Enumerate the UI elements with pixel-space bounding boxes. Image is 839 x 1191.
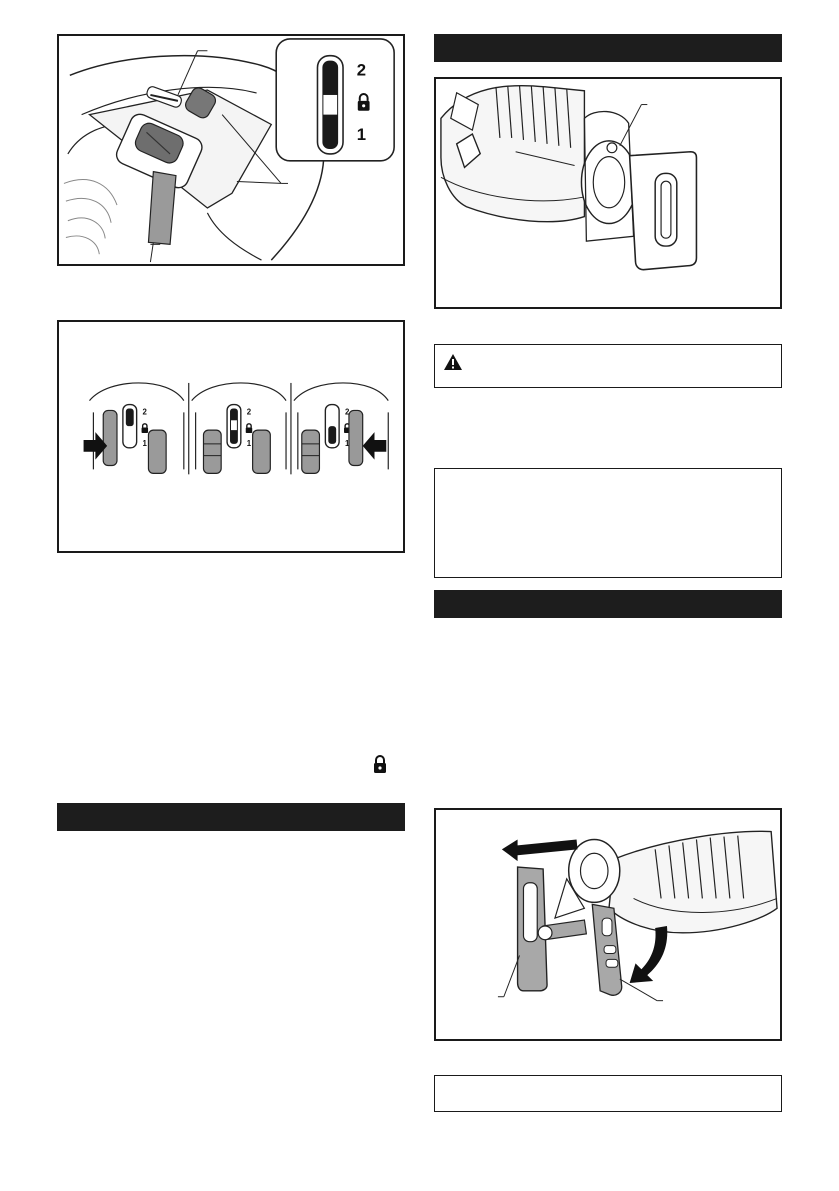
left-arrow-icon (502, 839, 578, 861)
warning-box (434, 344, 782, 388)
note-box (434, 468, 782, 578)
switch-position-panel-2 (203, 405, 270, 474)
svg-text:1: 1 (246, 438, 252, 448)
figure-speed-switch (57, 34, 405, 266)
indicator-label-1: 1 (356, 125, 367, 145)
svg-text:1: 1 (142, 438, 147, 448)
speed-switch-illustration (59, 36, 403, 264)
lock-icon (373, 755, 387, 773)
blade-clamp-illustration (436, 79, 780, 307)
note-box (434, 1075, 782, 1112)
section-heading-bar (57, 803, 405, 831)
left-arrow-icon (363, 432, 387, 460)
svg-text:2: 2 (142, 407, 147, 417)
switch-position-panel-3 (302, 405, 387, 474)
svg-text:2: 2 (345, 407, 350, 417)
svg-text:1: 1 (345, 438, 350, 448)
figure-blade-clamp (434, 77, 782, 309)
lock-icon (142, 424, 148, 433)
warning-triangle-icon (443, 353, 463, 371)
figure-shoe-removal (434, 808, 782, 1041)
section-heading-bar (434, 34, 782, 62)
shoe-removal-illustration (436, 810, 780, 1039)
indicator-label-2: 2 (356, 60, 367, 80)
lock-icon (246, 424, 252, 433)
svg-text:2: 2 (246, 407, 252, 417)
section-heading-bar (434, 590, 782, 618)
curved-arrow-icon (630, 926, 668, 983)
switch-positions-illustration (59, 322, 403, 551)
figure-switch-positions (57, 320, 405, 553)
switch-position-panel-1 (84, 405, 167, 474)
